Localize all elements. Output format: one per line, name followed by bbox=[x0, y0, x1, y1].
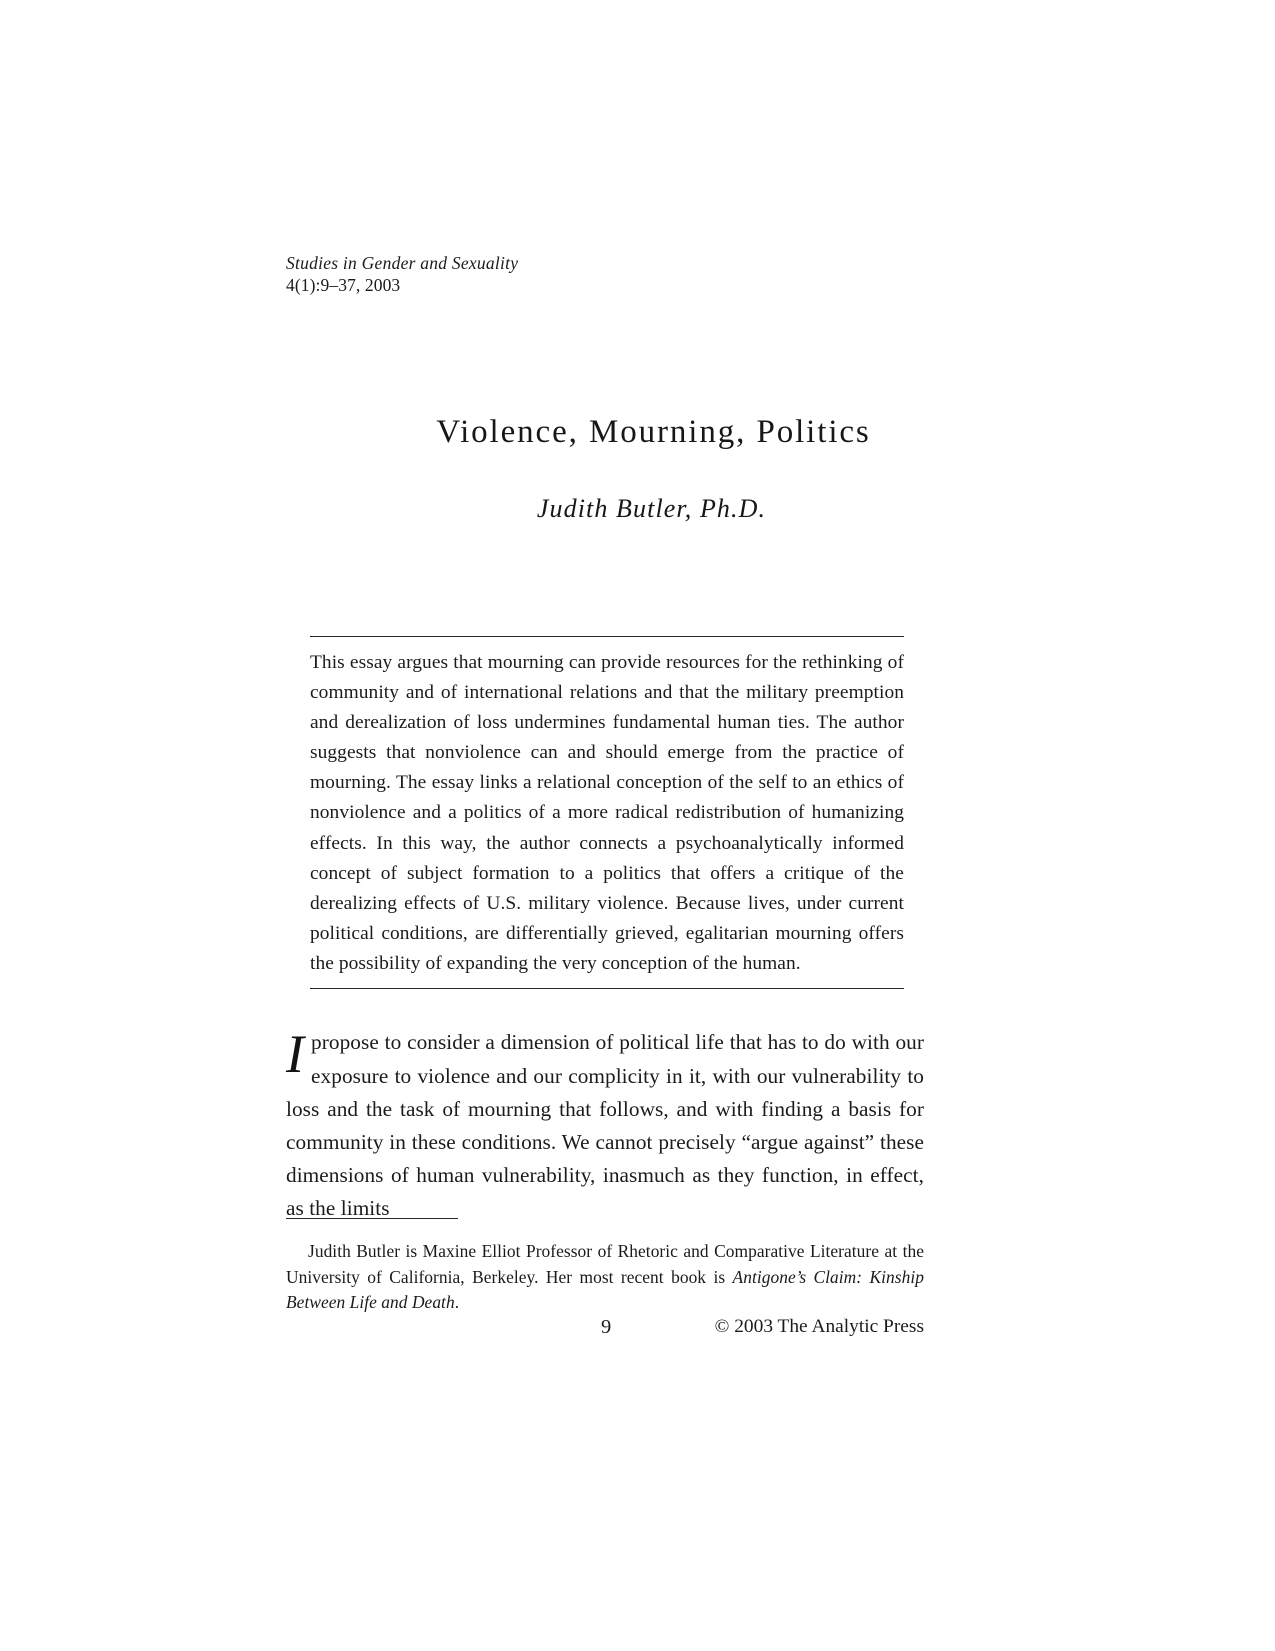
abstract-block bbox=[310, 636, 904, 989]
abstract-bottom-rule bbox=[310, 988, 904, 989]
author-biography-footnote bbox=[286, 1239, 924, 1316]
footnote-text-lead: Judith Butler is Maxine Elliot Professor of Rhetoric and Comparative Literature at the University of California, Berkeley. Her most recent book is bbox=[286, 1241, 924, 1287]
drop-cap: I bbox=[286, 1024, 305, 1085]
page-number: 9 bbox=[601, 1316, 612, 1338]
journal-issue-citation: 4(1):9–37, 2003 bbox=[286, 275, 401, 295]
footnote-book-title: Antigone’s Claim: Kinship Between Life and Death bbox=[286, 1266, 924, 1313]
page-title: Violence, Mourning, Politics bbox=[436, 414, 871, 450]
abstract-top-rule bbox=[310, 636, 904, 637]
first-body-paragraph-text: propose to consider a dimension of political life that has to do with our exposure to violence and our complicity in it, with our vulnerability to loss and the task of mourning that follows, and with finding a basis for community in these conditions. We cannot precisely “argue against” these dimensions of human vulnerability, inasmuch as they function, in effect, as the limits bbox=[286, 1030, 924, 1221]
footnote-separator-rule bbox=[286, 1218, 458, 1219]
first-body-paragraph bbox=[286, 1026, 924, 1225]
copyright-notice: © 2003 The Analytic Press bbox=[714, 1316, 924, 1337]
journal-name: Studies in Gender and Sexuality bbox=[286, 253, 519, 273]
journal-header bbox=[286, 252, 926, 297]
article-author: Judith Butler, Ph.D. bbox=[536, 494, 767, 523]
footnote-block bbox=[286, 1218, 924, 1316]
footnote-text-tail: . bbox=[454, 1292, 460, 1313]
body-block bbox=[286, 1005, 924, 1247]
page-footer bbox=[286, 1316, 924, 1344]
abstract-text: This essay argues that mourning can provide resources for the rethinking of community and of international relations and that the military preemption and derealization of loss undermines fundamental human ties. The author suggests that nonviolence can and should emerge from the practice of mourning. The essay links a relational conception of the self to an ethics of nonviolence and a politics of a more radical redistribution of humanizing effects. In this way, the author connects a psychoanalytically informed concept of subject formation to a politics that offers a critique of the derealizing effects of U.S. military violence. Because lives, under current political conditions, are differentially grieved, egalitarian mourning offers the possibility of expanding the very conception of the human. bbox=[310, 652, 904, 974]
